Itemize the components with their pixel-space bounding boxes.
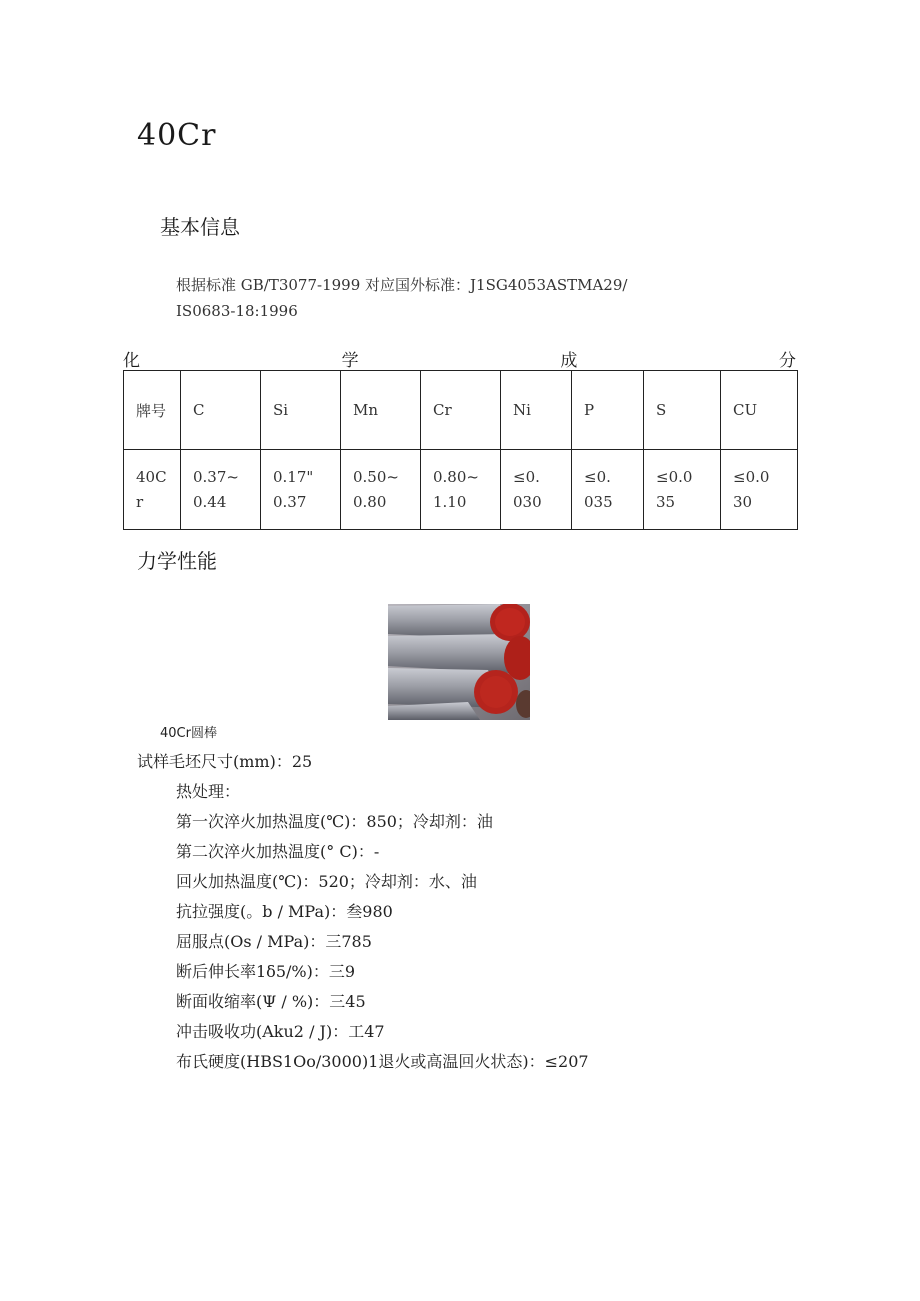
table-row [124,450,798,530]
property-line: 冲击吸收功(Aku2 / J)：工47 [176,1022,385,1041]
cell-cu: ≤0.0 30 [721,450,798,530]
heat-treatment-label: 热处理： [176,782,241,801]
header-cell-s: S [644,371,721,450]
header-cell-mn: Mn [341,371,421,450]
property-line: 屈服点(Os / MPa)：三785 [176,932,372,951]
property-line: 回火加热温度(℃)：520；冷却剂：水、油 [176,872,477,891]
sample-size: 试样毛坯尺寸(mm)：25 [137,752,313,771]
property-line: 抗拉强度(。b / MPa)：叁980 [176,902,393,921]
header-cell-cu: CU [721,371,798,450]
cell-p: ≤0. 035 [572,450,644,530]
header-cell-c: C [181,371,261,450]
header-cell-p: P [572,371,644,450]
page-title: 40Cr [137,118,217,153]
cell-grade: 40C r [124,450,181,530]
cell-si: 0.17" 0.37 [261,450,341,530]
header-cell-grade: 牌号 [124,371,181,450]
cell-mn: 0.50~ 0.80 [341,450,421,530]
cell-c: 0.37~ 0.44 [181,450,261,530]
cell-cr: 0.80~ 1.10 [421,450,501,530]
property-line: 断后伸长率1δ5/%)：三9 [176,962,356,981]
chem-title-char: 成 [560,351,578,371]
chem-title-char: 化 [123,351,140,371]
header-cell-cr: Cr [421,371,501,450]
property-line: 布氏硬度(HBS1Oo/3000)1退火或高温回火状态)：≤207 [176,1052,589,1071]
chem-title-char: 学 [341,351,359,371]
mechanical-properties-heading: 力学性能 [137,549,217,573]
image-caption: 40Cr圆棒 [160,726,217,741]
property-line: 第一次淬火加热温度(℃)：850；冷却剂：油 [176,812,493,831]
property-line: 断面收缩率(Ψ / %)：三45 [176,992,366,1011]
chemical-composition-table [123,370,798,530]
basic-info-heading: 基本信息 [160,215,240,239]
header-cell-ni: Ni [501,371,572,450]
property-line: 第二次淬火加热温度(° C)：- [176,842,380,861]
cell-ni: ≤0. 030 [501,450,572,530]
cell-s: ≤0.0 35 [644,450,721,530]
chem-title-char: 分 [778,351,796,371]
chemical-composition-title [123,346,796,370]
standard-line-2: IS0683-18:1996 [176,302,298,320]
steel-bar-photo [388,604,530,720]
table-header-row [124,371,798,450]
standard-line-1: 根据标准 GB/T3077-1999 对应国外标准：J1SG4053ASTMA29/ [176,276,628,294]
header-cell-si: Si [261,371,341,450]
